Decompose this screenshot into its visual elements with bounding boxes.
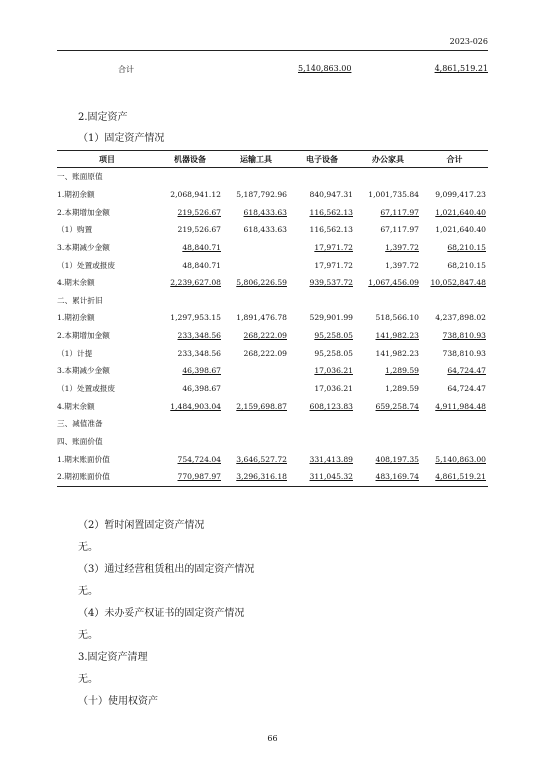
table-cell	[289, 344, 355, 362]
table-row	[57, 239, 488, 257]
cell-value: 17,036.21	[314, 384, 353, 393]
summary-row	[0, 64, 545, 76]
table-cell	[421, 239, 488, 257]
column-header: 电子设备	[289, 151, 355, 168]
row-label: 1.期末账面价值	[57, 454, 110, 464]
table-cell	[421, 397, 488, 415]
cell-value: 2,068,941.12	[170, 189, 221, 199]
table-cell	[223, 327, 289, 345]
table-cell	[157, 415, 223, 433]
summary-label: 合计	[118, 65, 134, 74]
table-cell	[421, 450, 488, 468]
table-cell	[223, 380, 289, 398]
cell-value: 754,724.04	[177, 454, 221, 464]
cell-value: 840,947.31	[309, 189, 353, 199]
table-cell	[289, 415, 355, 433]
table-cell	[223, 415, 289, 433]
table-cell	[223, 397, 289, 415]
table-cell	[157, 186, 223, 204]
table-cell	[223, 274, 289, 292]
document-code: 2023-026	[449, 37, 488, 46]
table-row	[57, 433, 488, 451]
table-cell	[157, 380, 223, 398]
row-label: 4.期末余额	[57, 401, 95, 411]
table-cell	[223, 221, 289, 239]
table-cell	[223, 291, 289, 309]
cell-value: 311,045.32	[309, 472, 353, 482]
table-cell	[355, 168, 421, 186]
table-cell	[157, 168, 223, 186]
cell-value: 5,140,863.00	[435, 454, 486, 464]
column-header: 运输工具	[223, 151, 289, 168]
table-cell	[355, 433, 421, 451]
table-cell	[289, 256, 355, 274]
cell-value: 3,296,316.18	[236, 472, 287, 482]
table-cell	[289, 291, 355, 309]
cell-value: 1,289.59	[385, 384, 419, 393]
table-cell	[223, 468, 289, 486]
row-label: 二、累计折旧	[57, 295, 103, 305]
cell-value: 268,222.09	[243, 331, 287, 341]
table-cell	[289, 450, 355, 468]
table-cell	[157, 309, 223, 327]
table-header-row	[57, 151, 488, 168]
table-cell	[157, 256, 223, 274]
table-cell	[421, 186, 488, 204]
cell-value: 618,433.63	[243, 225, 287, 235]
row-label: （1）处置或报废	[57, 384, 115, 393]
row-label: （1）购置	[57, 225, 93, 235]
table-cell	[421, 256, 488, 274]
table-cell	[223, 450, 289, 468]
row-label: 3.本期减少金额	[57, 242, 110, 252]
cell-value: 64,724.47	[447, 366, 486, 376]
cell-value: 1,021,640.40	[435, 225, 486, 235]
cell-value: 48,840.71	[182, 242, 221, 252]
table-cell	[355, 239, 421, 257]
table-row	[57, 256, 488, 274]
table-cell	[289, 380, 355, 398]
table-cell	[421, 468, 488, 486]
table-row	[57, 327, 488, 345]
cell-value: 331,413.89	[309, 454, 353, 464]
table-row	[57, 291, 488, 309]
table-cell	[355, 221, 421, 239]
cell-value: 1,067,456.09	[368, 278, 419, 288]
table-cell	[289, 221, 355, 239]
cell-value: 141,982.23	[375, 331, 419, 341]
cell-value: 17,036.21	[314, 366, 353, 376]
table-cell	[289, 203, 355, 221]
table-cell	[421, 274, 488, 292]
table-cell	[421, 168, 488, 186]
cell-value: 939,537.72	[309, 278, 353, 288]
table-cell	[157, 433, 223, 451]
table-cell	[355, 291, 421, 309]
cell-value: 46,398.67	[182, 366, 221, 376]
cell-value: 9,099,417.23	[435, 189, 486, 199]
cell-value: 1,021,640.40	[435, 207, 486, 217]
cell-value: 141,982.23	[375, 348, 419, 358]
table-row	[57, 186, 488, 204]
section-fixed-assets-title: 2.固定资产	[78, 112, 128, 123]
table-cell	[157, 203, 223, 221]
cell-value: 4,911,984.48	[435, 401, 486, 411]
cell-value: 659,258.74	[375, 401, 419, 411]
row-label: 三、减值准备	[57, 419, 103, 429]
cell-value: 67,117.97	[380, 207, 419, 217]
cell-value: 5,187,792.96	[236, 189, 287, 199]
cell-value: 68,210.15	[447, 260, 486, 270]
cell-value: 770,987.97	[177, 472, 221, 482]
section-lease-value: 无。	[78, 586, 98, 597]
table-cell	[421, 203, 488, 221]
table-cell	[355, 415, 421, 433]
table-row	[57, 468, 488, 486]
cell-value: 618,433.63	[243, 207, 287, 217]
table-cell	[289, 186, 355, 204]
cell-value: 116,562.13	[309, 225, 353, 235]
cell-value: 95,258.05	[314, 348, 353, 358]
row-label: 1.期初余额	[57, 313, 95, 323]
table-cell	[355, 186, 421, 204]
cell-value: 64,724.47	[447, 384, 486, 393]
table-cell	[289, 397, 355, 415]
row-label: 一、账面原值	[57, 172, 103, 182]
table-row	[57, 274, 488, 292]
cell-value: 1,297,953.15	[170, 313, 221, 323]
cell-value: 233,348.56	[177, 348, 221, 358]
table-cell	[355, 327, 421, 345]
table-cell	[355, 362, 421, 380]
section-idle-value: 无。	[78, 542, 98, 553]
table-cell	[157, 274, 223, 292]
section-cleanup-value: 无。	[78, 674, 98, 685]
row-label: 2.期初账面价值	[57, 468, 157, 486]
table-cell	[157, 468, 223, 486]
section-lease-title: （3）通过经营租赁租出的固定资产情况	[78, 564, 255, 575]
table-cell	[289, 362, 355, 380]
table-row	[57, 415, 488, 433]
table-row	[57, 450, 488, 468]
row-label: （1）计提	[57, 348, 93, 358]
table-row	[57, 380, 488, 398]
table-row	[57, 309, 488, 327]
section-cleanup-title: 3.固定资产清理	[78, 652, 148, 663]
table-cell	[355, 256, 421, 274]
header-rule	[57, 50, 488, 51]
table-cell	[421, 344, 488, 362]
cell-value: 608,123.83	[309, 401, 353, 411]
table-row	[57, 397, 488, 415]
table-cell	[223, 362, 289, 380]
section-idle-title: （2）暂时闲置固定资产情况	[78, 520, 205, 531]
table-cell	[223, 309, 289, 327]
column-header: 机器设备	[157, 151, 223, 168]
table-cell	[157, 450, 223, 468]
table-row	[57, 203, 488, 221]
cell-value: 2,239,627.08	[170, 278, 221, 288]
cell-value: 1,484,903.04	[170, 401, 221, 411]
summary-value-current: 5,140,863.00	[298, 64, 352, 73]
cell-value: 17,971.72	[314, 242, 353, 252]
table-row	[57, 168, 488, 186]
table-cell	[157, 344, 223, 362]
table-cell	[223, 256, 289, 274]
table-cell	[355, 203, 421, 221]
cell-value: 48,840.71	[182, 260, 221, 270]
page-number: 66	[267, 734, 278, 743]
row-label: 2.本期增加金额	[57, 207, 110, 217]
table-cell	[421, 362, 488, 380]
column-header: 办公家具	[355, 151, 421, 168]
column-header: 合计	[421, 151, 488, 168]
table-row	[57, 221, 488, 239]
table-cell	[355, 397, 421, 415]
table-cell	[223, 203, 289, 221]
table-cell	[421, 380, 488, 398]
table-cell	[355, 344, 421, 362]
table-cell	[355, 309, 421, 327]
cell-value: 738,810.93	[442, 331, 486, 341]
table-cell	[421, 291, 488, 309]
cell-value: 529,901.99	[309, 313, 353, 323]
row-label: 2.本期增加金额	[57, 331, 110, 341]
cell-value: 738,810.93	[442, 348, 486, 358]
table-cell	[223, 239, 289, 257]
table-cell	[157, 239, 223, 257]
cell-value: 518,566.10	[375, 313, 419, 323]
table-cell	[421, 309, 488, 327]
table-cell	[157, 362, 223, 380]
table-cell	[421, 327, 488, 345]
table-cell	[157, 397, 223, 415]
cell-value: 1,001,735.84	[368, 189, 419, 199]
cell-value: 68,210.15	[447, 242, 486, 252]
row-label: （1）处置或报废	[57, 260, 115, 270]
cell-value: 268,222.09	[243, 348, 287, 358]
table-row	[57, 362, 488, 380]
section-cert-title: （4）未办妥产权证书的固定资产情况	[78, 608, 245, 619]
cell-value: 116,562.13	[309, 207, 353, 217]
cell-value: 10,052,847.48	[430, 278, 486, 288]
cell-value: 3,646,527.72	[236, 454, 287, 464]
cell-value: 1,891,476.78	[236, 313, 287, 323]
section-cert-value: 无。	[78, 630, 98, 641]
section-fixed-assets-subtitle: （1）固定资产情况	[78, 133, 165, 144]
table-cell	[355, 468, 421, 486]
table-cell	[289, 239, 355, 257]
cell-value: 46,398.67	[182, 384, 221, 393]
cell-value: 4,237,898.02	[435, 313, 486, 323]
row-label: 4.期末余额	[57, 278, 95, 288]
table-cell	[289, 309, 355, 327]
cell-value: 483,169.74	[375, 472, 419, 482]
table-cell	[421, 415, 488, 433]
row-label: 1.期初余额	[57, 189, 95, 199]
fixed-assets-table	[57, 150, 488, 487]
row-label: 四、账面价值	[57, 436, 103, 446]
cell-value: 1,397.72	[385, 242, 419, 252]
section-rou-title: （十）使用权资产	[78, 696, 158, 707]
cell-value: 2,159,698.87	[236, 401, 287, 411]
cell-value: 95,258.05	[314, 331, 353, 341]
summary-value-prior: 4,861,519.21	[434, 64, 488, 73]
table-cell	[421, 221, 488, 239]
table-cell	[223, 344, 289, 362]
table-cell	[421, 433, 488, 451]
table-cell	[355, 450, 421, 468]
table-cell	[289, 433, 355, 451]
table-cell	[157, 327, 223, 345]
cell-value: 408,197.35	[375, 454, 419, 464]
table-cell	[289, 327, 355, 345]
cell-value: 219,526.67	[177, 207, 221, 217]
cell-value: 4,861,519.21	[435, 472, 486, 482]
table-cell	[223, 433, 289, 451]
cell-value: 5,806,226.59	[236, 278, 287, 288]
table-cell	[289, 274, 355, 292]
table-cell	[157, 221, 223, 239]
cell-value: 233,348.56	[177, 331, 221, 341]
table-body	[57, 168, 488, 487]
table-cell	[223, 186, 289, 204]
cell-value: 1,289.59	[385, 366, 419, 376]
table-cell	[223, 168, 289, 186]
cell-value: 67,117.97	[380, 225, 419, 235]
column-header: 项目	[57, 151, 157, 168]
table-row	[57, 344, 488, 362]
row-label: 3.本期减少金额	[57, 366, 110, 376]
table-cell	[355, 274, 421, 292]
cell-value: 1,397.72	[385, 260, 419, 270]
cell-value: 219,526.67	[177, 225, 221, 235]
table-cell	[289, 468, 355, 486]
cell-value: 17,971.72	[314, 260, 353, 270]
table-cell	[289, 168, 355, 186]
table-cell	[157, 291, 223, 309]
table-cell	[355, 380, 421, 398]
